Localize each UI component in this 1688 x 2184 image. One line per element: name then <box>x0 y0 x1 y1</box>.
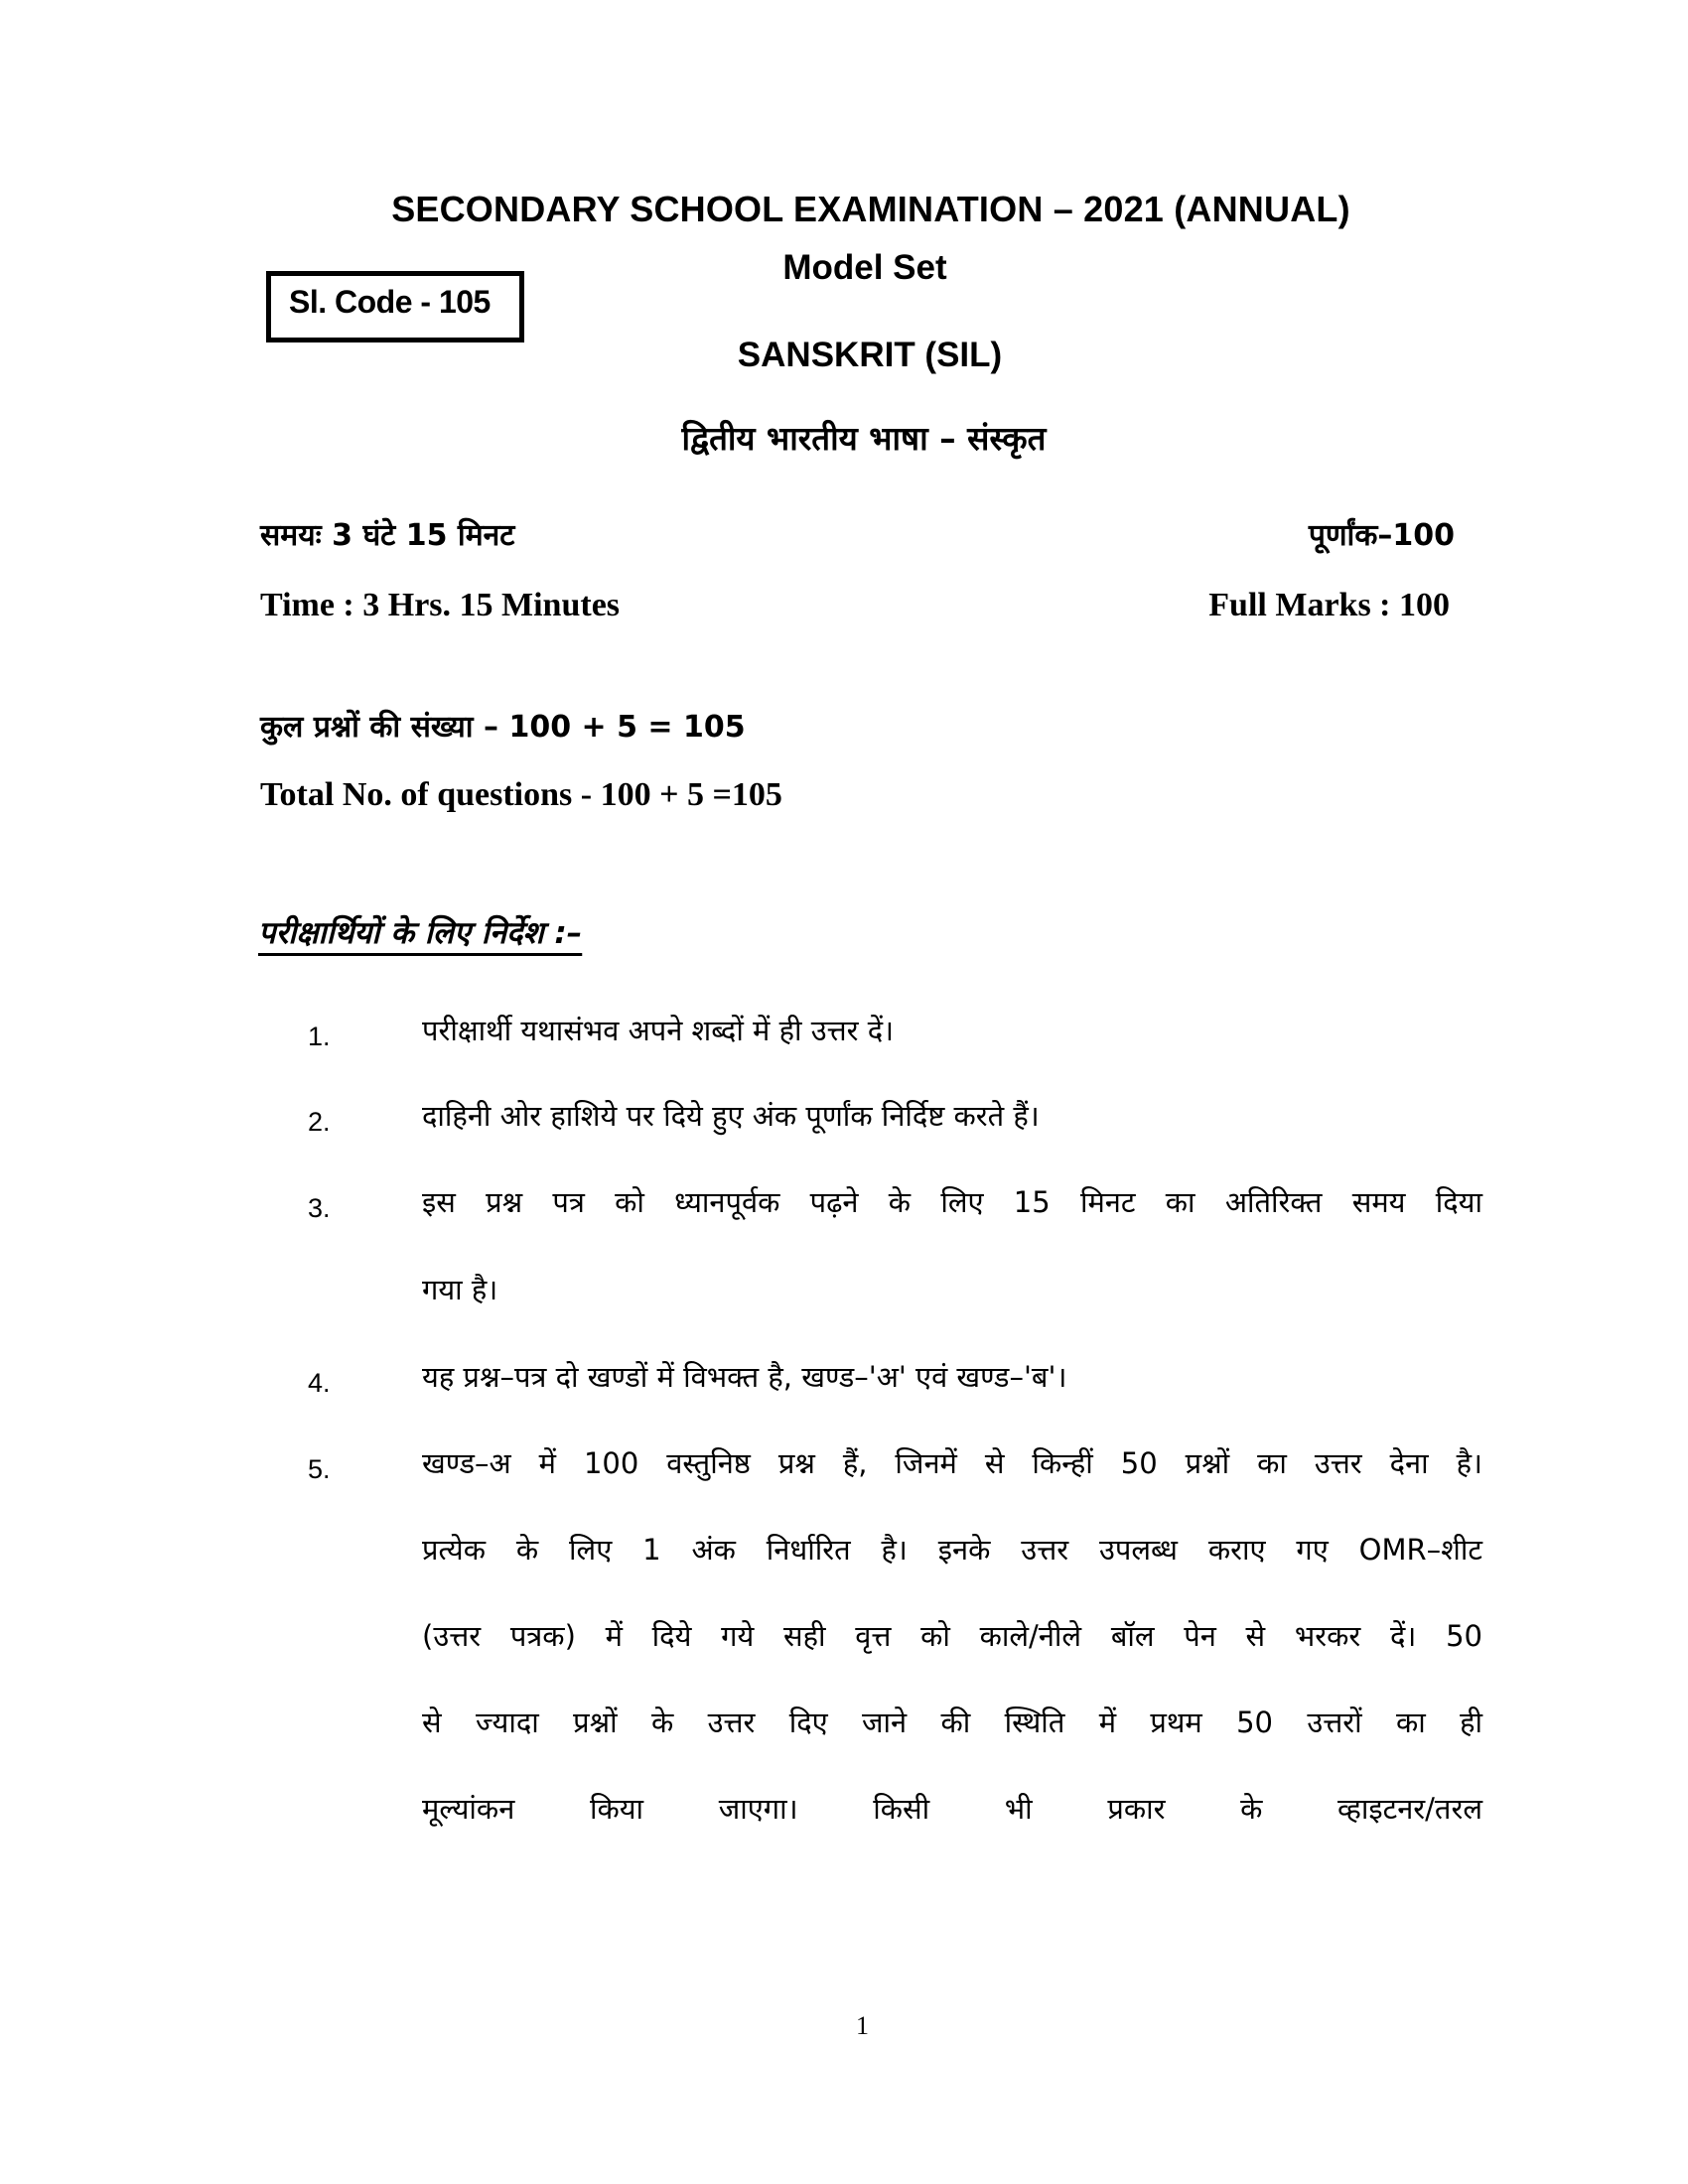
full-marks-hindi: पूर्णांक–100 <box>1308 518 1455 553</box>
total-questions-hindi: कुल प्रश्नों की संख्या – 100 + 5 = 105 <box>260 710 746 745</box>
page-number: 1 <box>856 2011 869 2040</box>
instruction-line: गया है। <box>422 1273 498 1306</box>
instruction-number: 3. <box>308 1193 331 1223</box>
instruction-line: मूल्यांकन किया जाएगा। किसी भी प्रकार के व्हाइटनर/तरल <box>422 1792 1482 1826</box>
instruction-line: खण्ड–अ में 100 वस्तुनिष्ठ प्रश्न हैं, जिनमें से किन्हीं 50 प्रश्नों का उत्तर देना है। <box>422 1446 1482 1480</box>
instruction-line: दाहिनी ओर हाशिये पर दिये हुए अंक पूर्णांक निर्दिष्ट करते हैं। <box>422 1099 1040 1133</box>
instruction-number: 2. <box>308 1107 331 1137</box>
subject-title-hindi: द्वितीय भारतीय भाषा – संस्कृत <box>681 419 1047 458</box>
code-box-label: Sl. Code - 105 <box>289 284 491 320</box>
exam-title: SECONDARY SCHOOL EXAMINATION – 2021 (ANNUAL) <box>391 189 1350 229</box>
instruction-line: परीक्षार्थी यथासंभव अपने शब्दों में ही उत्तर दें। <box>422 1014 895 1047</box>
instruction-line: प्रत्येक के लिए 1 अंक निर्धारित है। इनके उत्तर उपलब्ध कराए गए OMR–शीट <box>422 1533 1482 1567</box>
instruction-line: इस प्रश्न पत्र को ध्यानपूर्वक पढ़ने के लिए 15 मिनट का अतिरिक्त समय दिया <box>422 1185 1482 1219</box>
instruction-number: 5. <box>308 1454 331 1484</box>
instruction-line: से ज्यादा प्रश्नों के उत्तर दिए जाने की स्थिति में प्रथम 50 उत्तरों का ही <box>422 1706 1482 1739</box>
subject-title: SANSKRIT (SIL) <box>737 336 1003 374</box>
instruction-number: 4. <box>308 1368 331 1398</box>
total-questions-english: Total No. of questions - 100 + 5 =105 <box>260 776 782 813</box>
instruction-line: (उत्तर पत्रक) में दिये गये सही वृत्त को काले/नीले बॉल पेन से भरकर दें। 50 <box>422 1619 1482 1653</box>
instruction-number: 1. <box>308 1022 331 1051</box>
time-english: Time : 3 Hrs. 15 Minutes <box>260 587 621 623</box>
full-marks-english: Full Marks : 100 <box>1208 587 1450 623</box>
model-set-label: Model Set <box>782 248 947 287</box>
time-hindi: समयः 3 घंटे 15 मिनट <box>260 518 515 553</box>
instructions-heading: परीक्षार्थियों के लिए निर्देश :– <box>258 915 583 951</box>
instruction-line: यह प्रश्न–पत्र दो खण्डों में विभक्त है, खण्ड–'अ' एवं खण्ड–'ब'। <box>422 1360 1067 1394</box>
